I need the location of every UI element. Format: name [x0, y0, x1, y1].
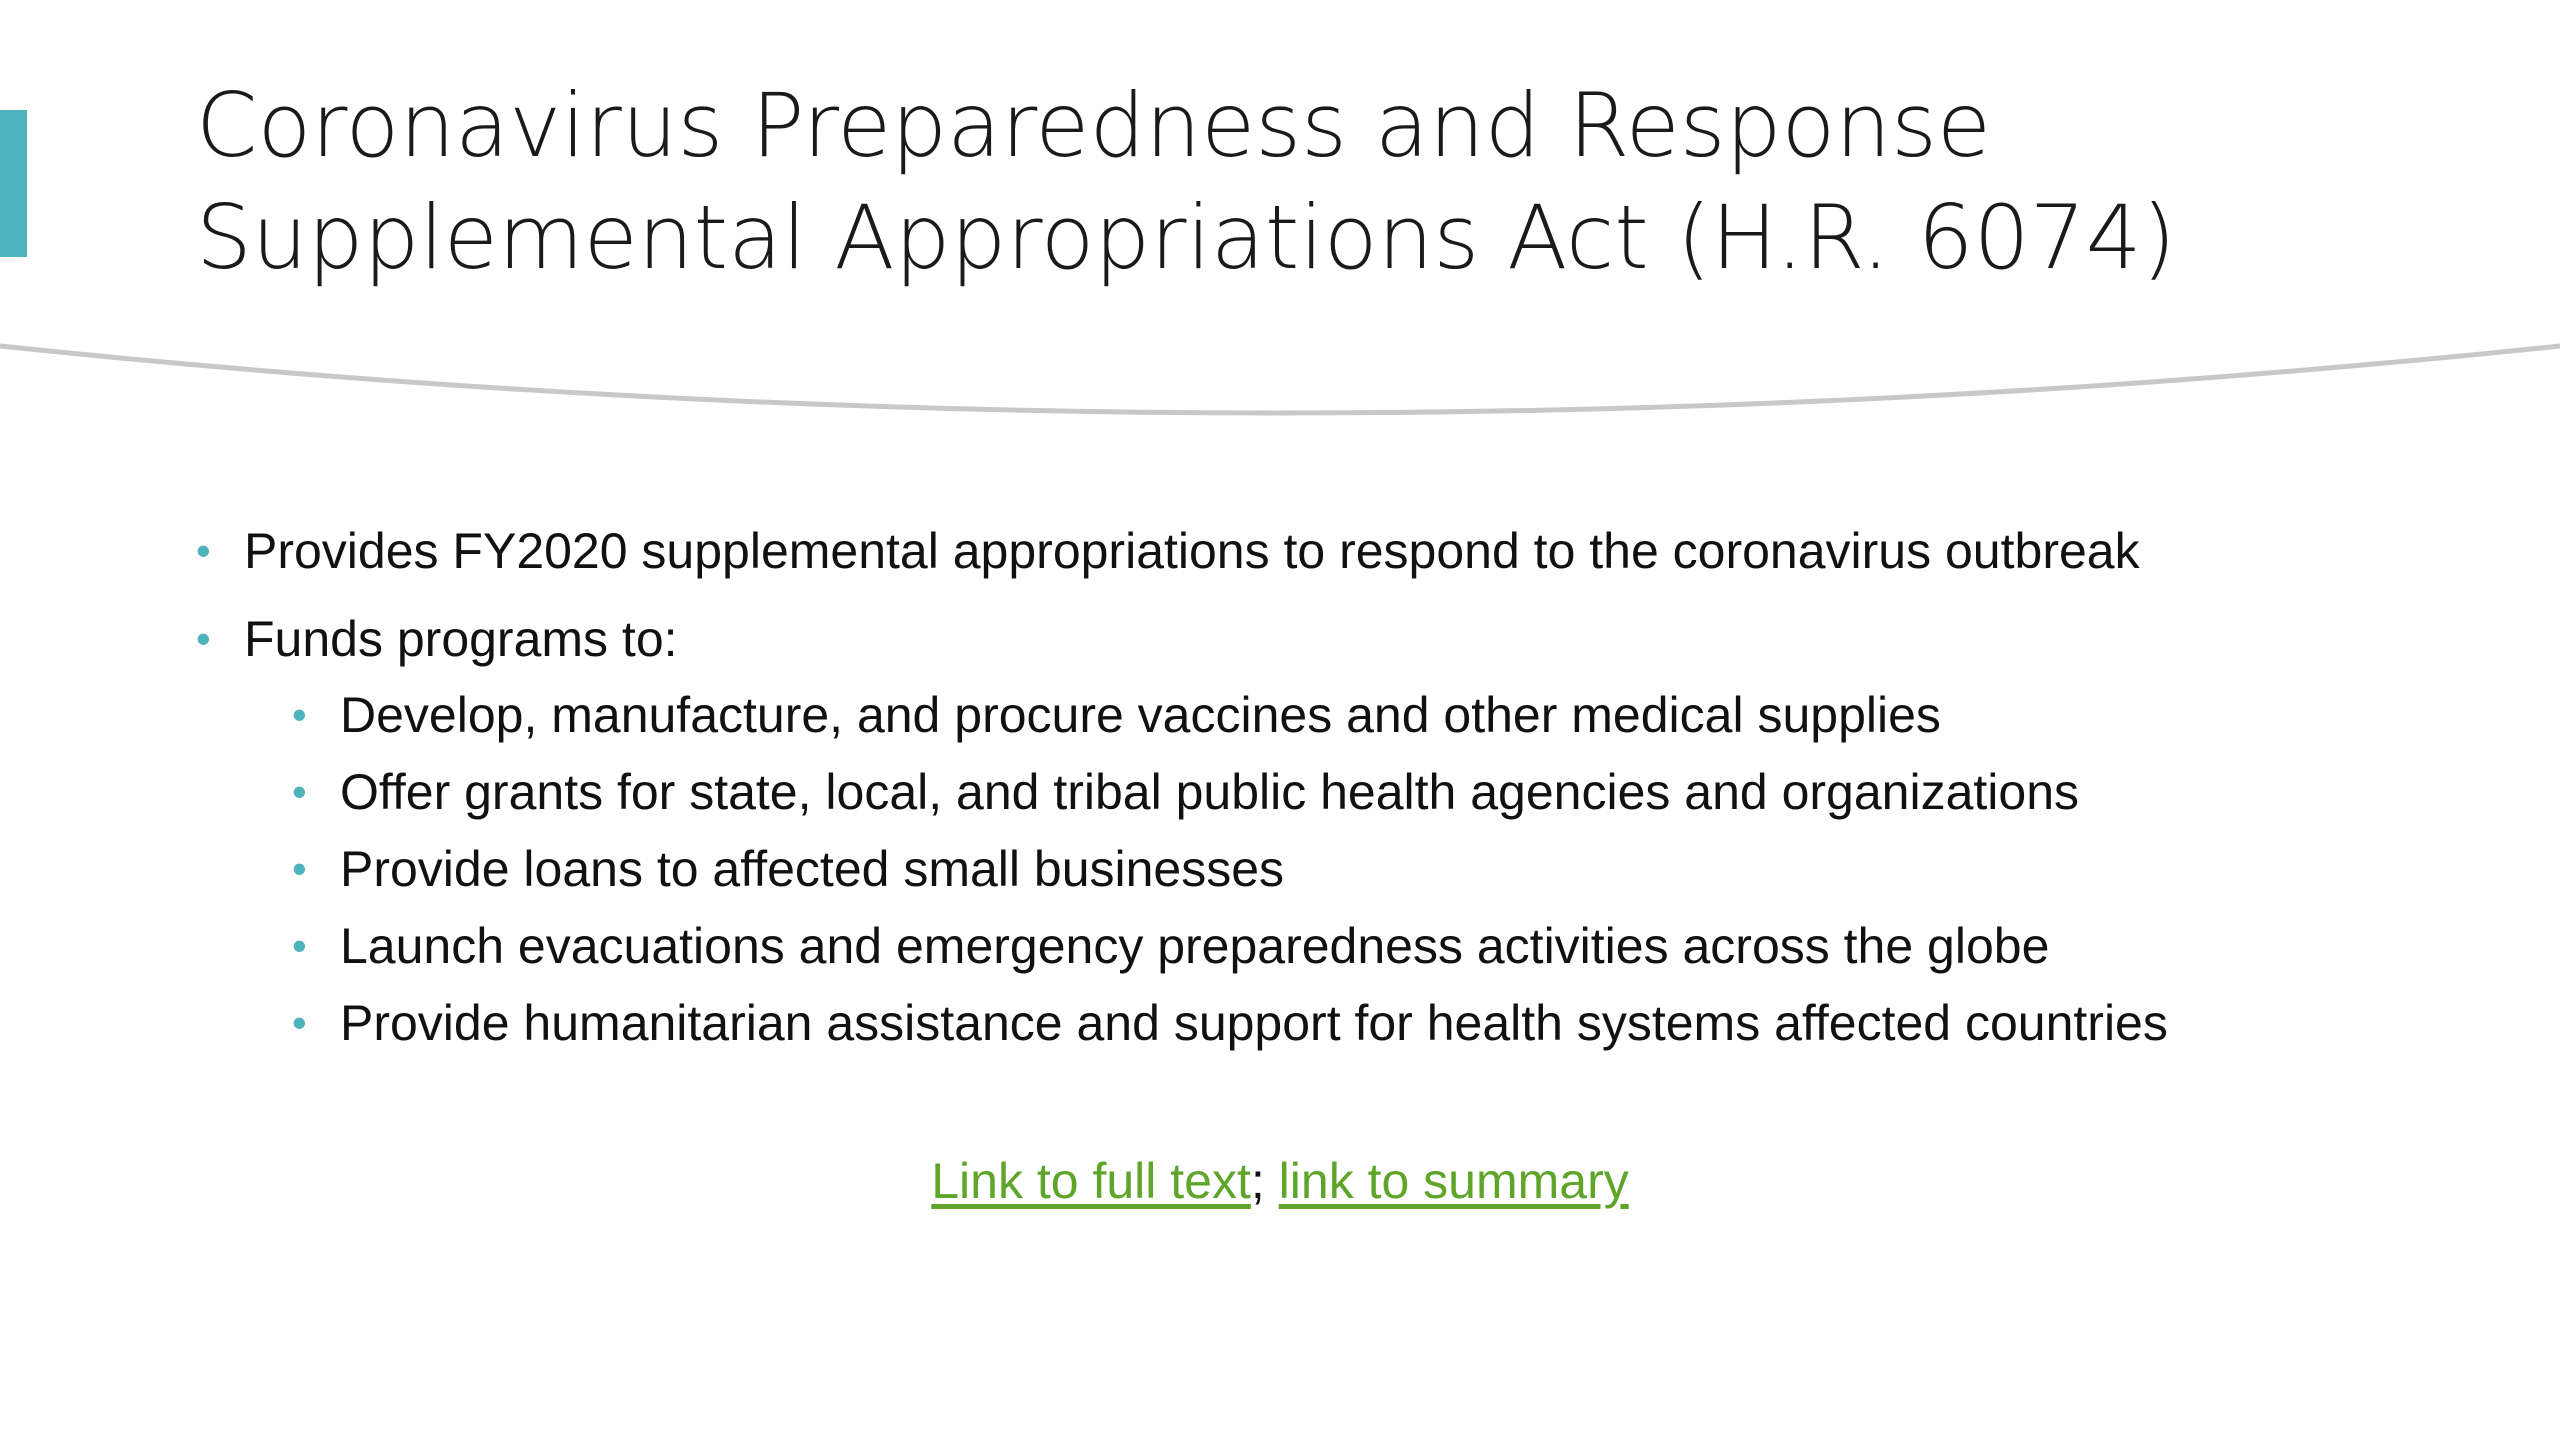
bullet-text: Provides FY2020 supplemental appropriations to respond to the coronavirus outbreak — [244, 523, 2140, 579]
bullet-dot-icon: • — [196, 527, 211, 574]
bullet-dot-icon: • — [292, 922, 307, 969]
curved-divider — [0, 330, 2560, 420]
bullet-list — [196, 520, 2446, 1069]
sub-bullet-item — [196, 838, 2446, 900]
bullet-item — [196, 520, 2446, 582]
bullet-item — [196, 608, 2446, 670]
summary-link[interactable]: link to summary — [1278, 1153, 1629, 1209]
sub-bullet-item — [196, 992, 2446, 1054]
sub-bullet-text: Provide humanitarian assistance and support for health systems affected countries — [340, 995, 2168, 1051]
links-row — [0, 1150, 2560, 1212]
full-text-link[interactable]: Link to full text — [931, 1153, 1251, 1209]
sub-bullet-text: Develop, manufacture, and procure vaccines and other medical supplies — [340, 687, 1941, 743]
sub-bullet-item — [196, 761, 2446, 823]
sub-bullet-item — [196, 684, 2446, 746]
bullet-text: Funds programs to: — [244, 611, 678, 667]
link-separator: ; — [1250, 1153, 1265, 1209]
title-line-2: Supplemental Appropriations Act (H.R. 6074) — [196, 186, 2176, 289]
sub-bullet-text: Provide loans to affected small businesses — [340, 841, 1285, 897]
bullet-dot-icon: • — [292, 768, 307, 815]
accent-bar — [0, 110, 27, 257]
bullet-dot-icon: • — [292, 999, 307, 1046]
bullet-dot-icon: • — [292, 845, 307, 892]
bullet-dot-icon: • — [196, 615, 211, 662]
sub-bullet-text: Launch evacuations and emergency preparedness activities across the globe — [340, 918, 2050, 974]
slide-title — [196, 70, 2446, 294]
title-line-1: Coronavirus Preparedness and Response — [196, 74, 1992, 177]
sub-bullet-item — [196, 915, 2446, 977]
sub-bullet-text: Offer grants for state, local, and tribal public health agencies and organizations — [340, 764, 2080, 820]
bullet-dot-icon: • — [292, 691, 307, 738]
